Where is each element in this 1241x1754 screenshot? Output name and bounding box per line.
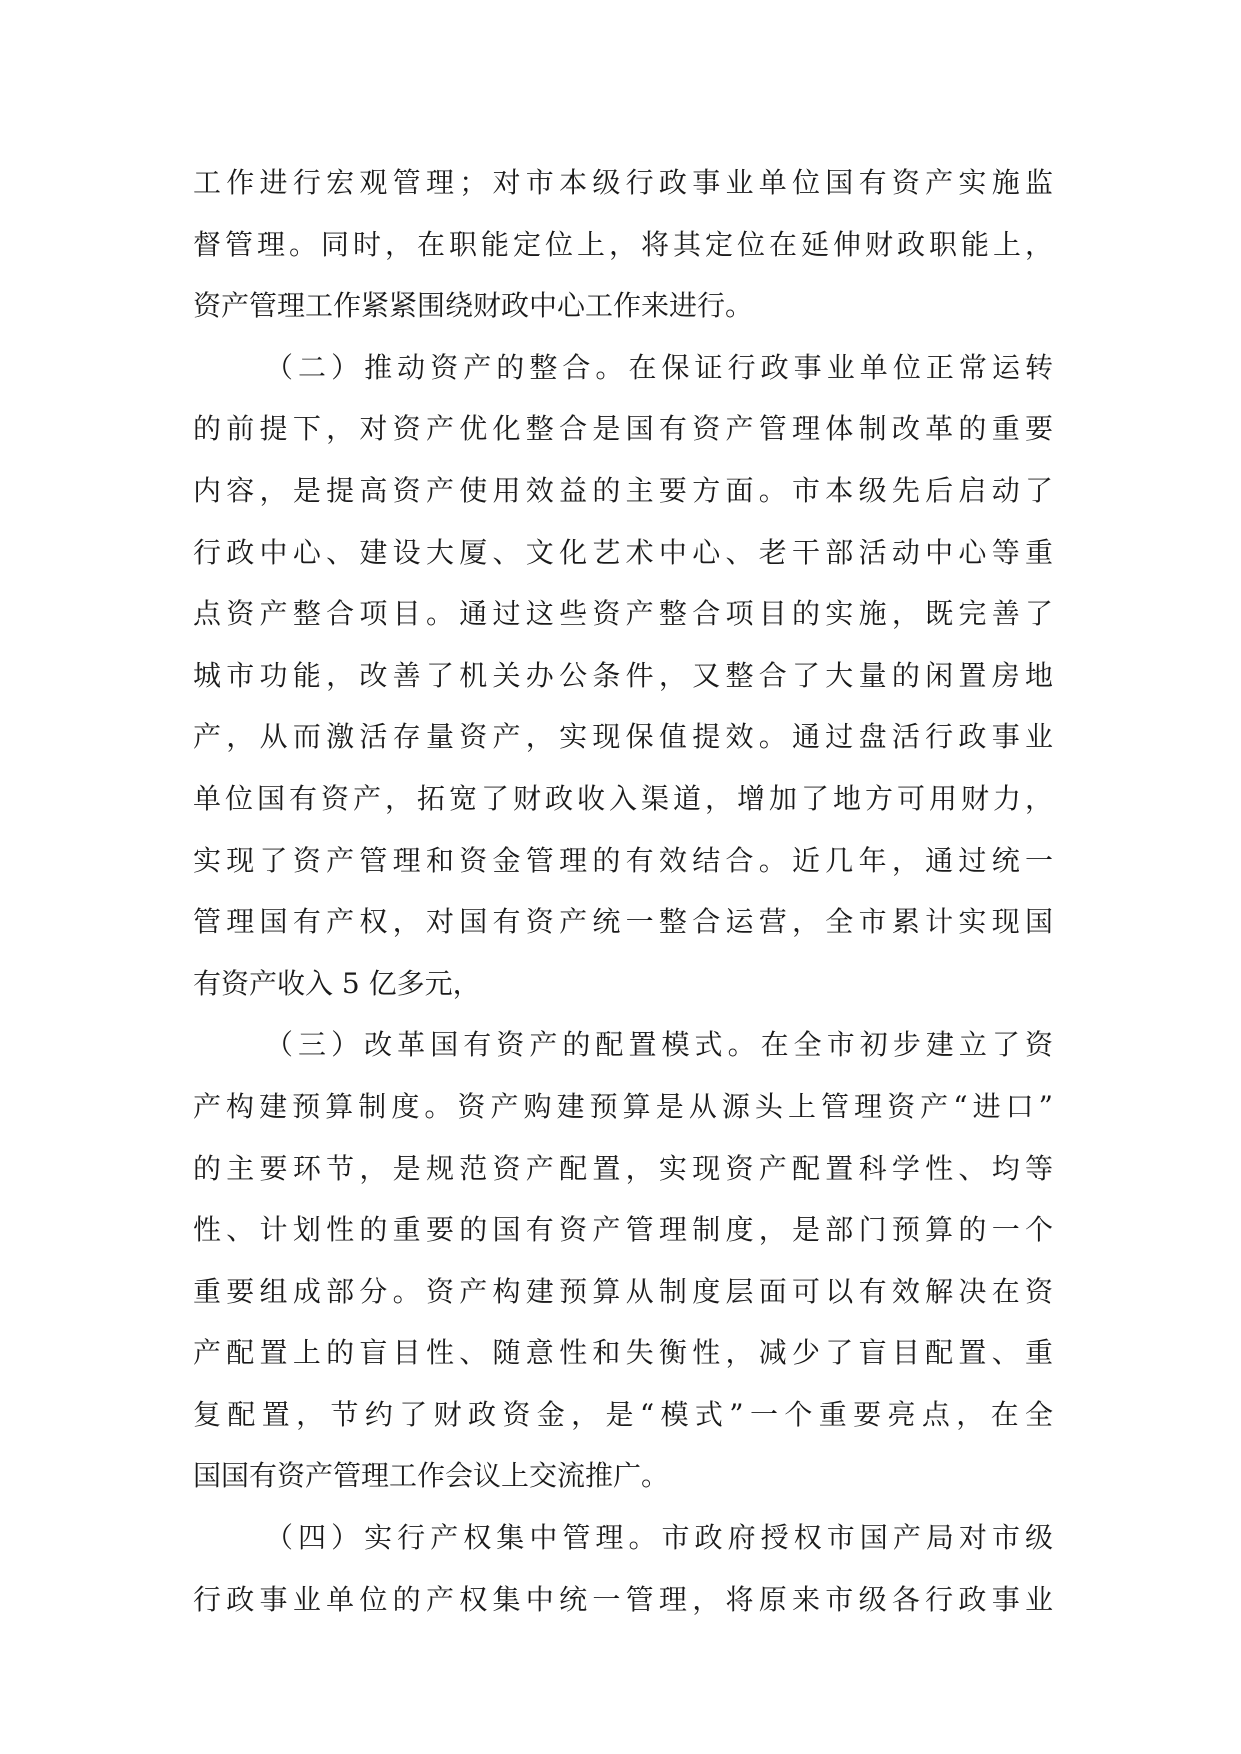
text-line: 产构建预算制度。资产购建预算是从源头上管理资产“进口” xyxy=(193,1089,1053,1123)
text-line: 单位国有资产，拓宽了财政收入渠道，增加了地方可用财力， xyxy=(193,781,1053,815)
text-line: 重要组成部分。资产构建预算从制度层面可以有效解决在资 xyxy=(193,1274,1053,1308)
body-text xyxy=(193,152,1053,1630)
text-line: 国国有资产管理工作会议上交流推广。 xyxy=(193,1459,670,1493)
text-line: 的主要环节，是规范资产配置，实现资产配置科学性、均等 xyxy=(193,1151,1053,1185)
text-line: 性、计划性的重要的国有资产管理制度，是部门预算的一个 xyxy=(193,1213,1053,1247)
text-line: 督管理。同时，在职能定位上，将其定位在延伸财政职能上， xyxy=(193,227,1053,261)
text-line: 有资产收入 5 亿多元， xyxy=(193,966,481,1000)
text-line: 点资产整合项目。通过这些资产整合项目的实施，既完善了 xyxy=(193,597,1053,631)
section-heading-line: （三）改革国有资产的配置模式。在全市初步建立了资 xyxy=(265,1028,1053,1062)
text-line: 工作进行宏观管理；对市本级行政事业单位国有资产实施监 xyxy=(193,166,1053,199)
paragraph-section-4 xyxy=(193,1507,1053,1630)
text-line: 产，从而激活存量资产，实现保值提效。通过盘活行政事业 xyxy=(193,720,1053,754)
text-line: 产配置上的盲目性、随意性和失衡性，减少了盲目配置、重 xyxy=(193,1336,1053,1370)
section-heading-line: （四）实行产权集中管理。市政府授权市国产局对市级 xyxy=(265,1521,1053,1555)
paragraph-section-2 xyxy=(193,337,1053,1015)
text-line: 行政事业单位的产权集中统一管理，将原来市级各行政事业 xyxy=(193,1582,1053,1616)
text-line: 城市功能，改善了机关办公条件，又整合了大量的闲置房地 xyxy=(193,658,1053,692)
text-line: 实现了资产管理和资金管理的有效结合。近几年，通过统一 xyxy=(193,843,1053,877)
text-line: 复配置，节约了财政资金，是“模式”一个重要亮点，在全 xyxy=(193,1397,1053,1431)
text-line: 的前提下，对资产优化整合是国有资产管理体制改革的重要 xyxy=(193,412,1053,446)
text-line: 管理国有产权，对国有资产统一整合运营，全市累计实现国 xyxy=(193,905,1053,939)
text-line: 内容，是提高资产使用效益的主要方面。市本级先后启动了 xyxy=(193,473,1053,507)
paragraph-section-3 xyxy=(193,1014,1053,1507)
paragraph-continuation xyxy=(193,152,1053,337)
section-heading-line: （二）推动资产的整合。在保证行政事业单位正常运转 xyxy=(265,350,1053,384)
text-line: 行政中心、建设大厦、文化艺术中心、老干部活动中心等重 xyxy=(193,535,1053,569)
text-line: 资产管理工作紧紧围绕财政中心工作来进行。 xyxy=(193,289,754,323)
